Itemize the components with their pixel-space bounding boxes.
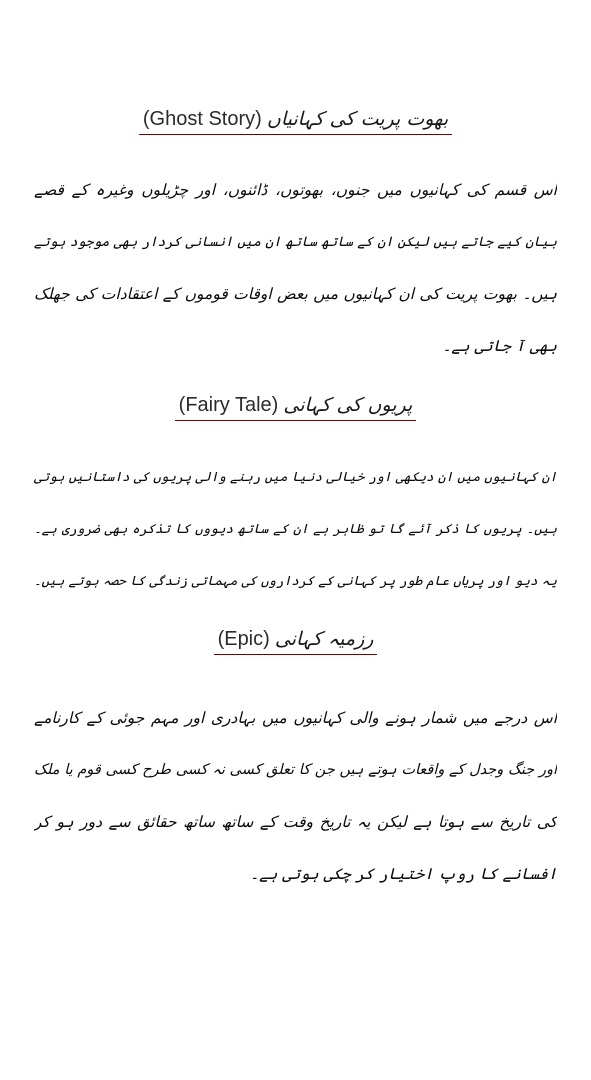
paragraph-line: ہیں۔ بھوت پریت کی ان کہانیوں میں بعض اوقات قوموں کے اعتقادات کی جھلک [34, 285, 557, 303]
heading-underline [175, 394, 417, 421]
paragraph-line: اس درجے میں شمار ہونے والی کہانیوں میں بہادری اور مہم جوئی کے کارنامے [34, 709, 557, 727]
heading-english: (Fairy Tale) [178, 394, 279, 416]
heading-urdu: رزمیہ کہانی [274, 628, 374, 650]
paragraph-line: اس قسم کی کہانیوں میں جنوں، بھوتوں، ڈائنوں، اور چڑیلوں وغیرہ کے قصے [34, 181, 557, 199]
heading-urdu: پریوں کی کہانی [283, 394, 413, 416]
paragraph-ghost-story [34, 164, 557, 372]
heading-english: (Ghost Story) [142, 108, 262, 130]
heading-urdu: بھوت پریت کی کہانیاں [266, 108, 449, 130]
heading-underline [214, 628, 378, 655]
paragraph-line: بیان کیے جاتے ہیں لیکن ان کے ساتھ ساتھ ان میں انسانی کردار بھی موجود ہوتے [34, 234, 557, 250]
paragraph-line: کی تاریخ سے ہوتا ہے لیکن یہ تاریخ وقت کے ساتھ ساتھ حقائق سے دور ہو کر [34, 813, 557, 831]
section-heading-fairy-tale [0, 394, 591, 421]
paragraph-line: ان کہانیوں میں ان دیکھی اور خیالی دنیا میں رہنے والی پریوں کی داستانیں ہوتی [34, 470, 557, 485]
paragraph-fairy-tale [34, 452, 557, 608]
paragraph-line: ہیں۔ پریوں کا ذکر آئے گا تو ظاہر ہے ان کے ساتھ دیووں کا تذکرہ بھی ضروری ہے۔ [34, 522, 557, 537]
section-heading-ghost-story [0, 108, 591, 135]
heading-english: (Epic) [217, 628, 270, 650]
paragraph-epic [34, 692, 557, 900]
paragraph-line: اور جنگ وجدل کے واقعات ہوتے ہیں جن کا تعلق کسی نہ کسی طرح کسی قوم یا ملک [34, 762, 557, 778]
paragraph-line: بھی آ جاتی ہے۔ [442, 337, 557, 355]
section-heading-epic [0, 628, 591, 655]
heading-underline [139, 108, 452, 135]
paragraph-line: یہ دیو اور پریاں عام طور پر کہانی کے کرداروں کی مہماتی زندگی کا حصہ ہوتے ہیں۔ [34, 574, 557, 589]
paragraph-line: افسانے کا روپ اختیار کر چکی ہوتی ہے۔ [250, 865, 557, 883]
